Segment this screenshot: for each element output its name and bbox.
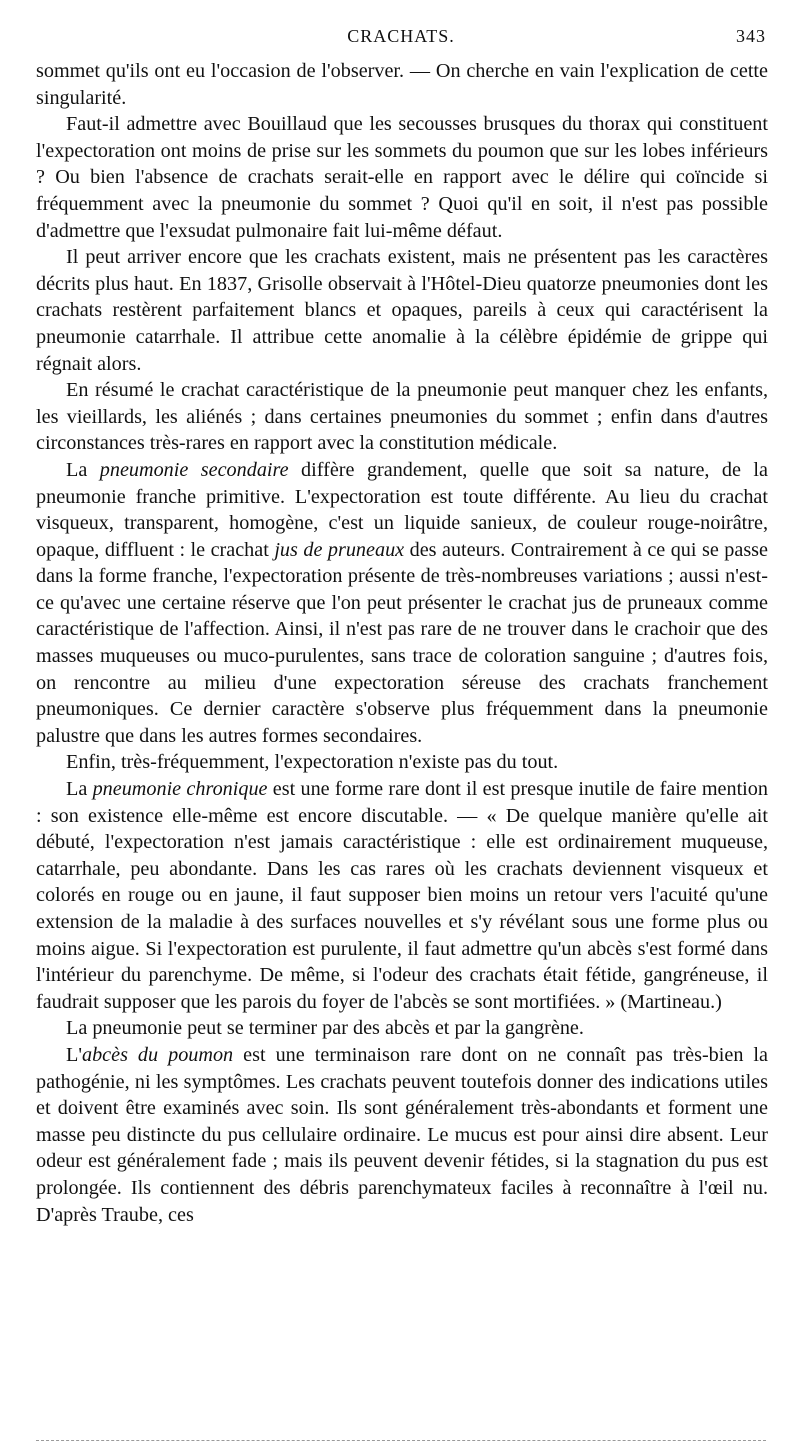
page-number: 343	[736, 26, 766, 46]
paragraph	[36, 1042, 768, 1228]
text-run: des auteurs. Contrairement à ce qui se passe dans la forme franche, l'expectoration présente de très-nombreuses variations ; aussi n'est-ce qu'avec une certaine réserve que l'on peut présenter le crachat jus de pruneaux comme caractéristique de l'affection. Ainsi, il n'est pas rare de ne trouver dans le crachoir que des masses muqueuses ou muco-purulentes, sans trace de coloration sanguine ; d'autres fois, on rencontre au milieu d'une expectoration séreuse des crachats franchement pneumoniques. Ce dernier caractère s'observe plus fréquemment dans la pneumonie palustre que dans les autres formes secondaires.	[36, 538, 768, 747]
text-run: L'	[66, 1043, 82, 1066]
running-title: CRACHATS.	[347, 26, 455, 46]
text-run: est une terminaison rare dont on ne connaît pas très-bien la pathogénie, ni les symptômes. Les crachats peuvent toutefois donner des indications utiles et doivent être examinés avec soin. Ils sont généralement très-abondants et forment une masse peu distincte du pus cellulaire ordinaire. Le mucus est pour ainsi dire absent. Leur odeur est généralement fade ; mais ils peuvent devenir fétides, si la stagnation du pus est prolongée. Ils contiennent des débris parenchymateux faciles à reconnaître à l'œil nu. D'après Traube, ces	[36, 1043, 768, 1226]
text-run: La	[66, 458, 100, 481]
paragraph	[36, 457, 768, 750]
paragraph: En résumé le crachat caractéristique de la pneumonie peut manquer chez les enfants, les vieillards, les aliénés ; dans certaines pneumonies du sommet ; enfin dans d'autres circonstances très-rares en rapport avec la constitution médicale.	[36, 379, 768, 455]
paragraph: Faut-il admettre avec Bouillaud que les secousses brusques du thorax qui constituent l'expectoration ont moins de prise sur les sommets du poumon que sur les lobes inférieurs ? Ou bien l'absence de crachats serait-elle en rapport avec le délire qui coïncide si fréquemment avec la pneumonie du sommet ? Quoi qu'il en soit, il n'est pas possible d'admettre que l'exsudat pulmonaire fait lui-même défaut.	[36, 113, 768, 242]
text-run: La	[66, 778, 93, 801]
bottom-rule	[36, 1440, 766, 1441]
italic-term: pneumonie secondaire	[99, 458, 289, 481]
running-header	[36, 26, 766, 56]
paragraph: La pneumonie peut se terminer par des abcès et par la gangrène.	[66, 1017, 584, 1040]
paragraph	[36, 776, 768, 1015]
italic-term: pneumonie chronique	[92, 778, 268, 801]
text-run: diffère grandement, quelle que soit sa nature, de la pneumonie franche primitive. L'expectoration est toute différente. Au lieu du crachat visqueux, transparent, homogène, c'est un liquide sanieux, de couleur rouge-noirâtre, opaque, diffluent : le crachat	[36, 458, 769, 561]
italic-term: abcès du poumon	[81, 1043, 234, 1066]
italic-term: jus de pruneaux	[274, 538, 405, 561]
paragraph: Enfin, très-fréquemment, l'expectoration n'existe pas du tout.	[66, 751, 559, 774]
paragraph: Il peut arriver encore que les crachats existent, mais ne présentent pas les caractères décrits plus haut. En 1837, Grisolle observait à l'Hôtel-Dieu quatorze pneumonies dont les crachats restèrent parfaitement blancs et opaques, pareils à ceux qui caractérisent la pneumonie catarrhale. Il attribue cette anomalie à la célèbre épidémie de grippe qui régnait alors.	[36, 246, 768, 375]
body-text	[36, 58, 768, 1228]
paragraph: sommet qu'ils ont eu l'occasion de l'observer. — On cherche en vain l'explication de cette singularité.	[36, 60, 768, 109]
text-run: est une forme rare dont il est presque inutile de faire mention : son existence elle-même est encore discutable. — « De quelque manière qu'elle ait débuté, l'expectoration n'est jamais caractéristique : elle est ordinairement muqueuse, catarrhale, peu abondante. Dans les cas rares où les crachats deviennent visqueux et colorés en rouge ou en jaune, il faut supposer bien moins un retour vers l'acuité qu'une extension de la maladie à des surfaces nouvelles et s'y révélant sous une forme plus ou moins aigue. Si l'expectoration est purulente, il faut admettre qu'un abcès s'est formé dans l'intérieur du parenchyme. De même, si l'odeur des crachats était fétide, gangréneuse, il faudrait supposer que les parois du foyer de l'abcès se sont mortifiées. » (Martineau.)	[36, 778, 768, 1013]
